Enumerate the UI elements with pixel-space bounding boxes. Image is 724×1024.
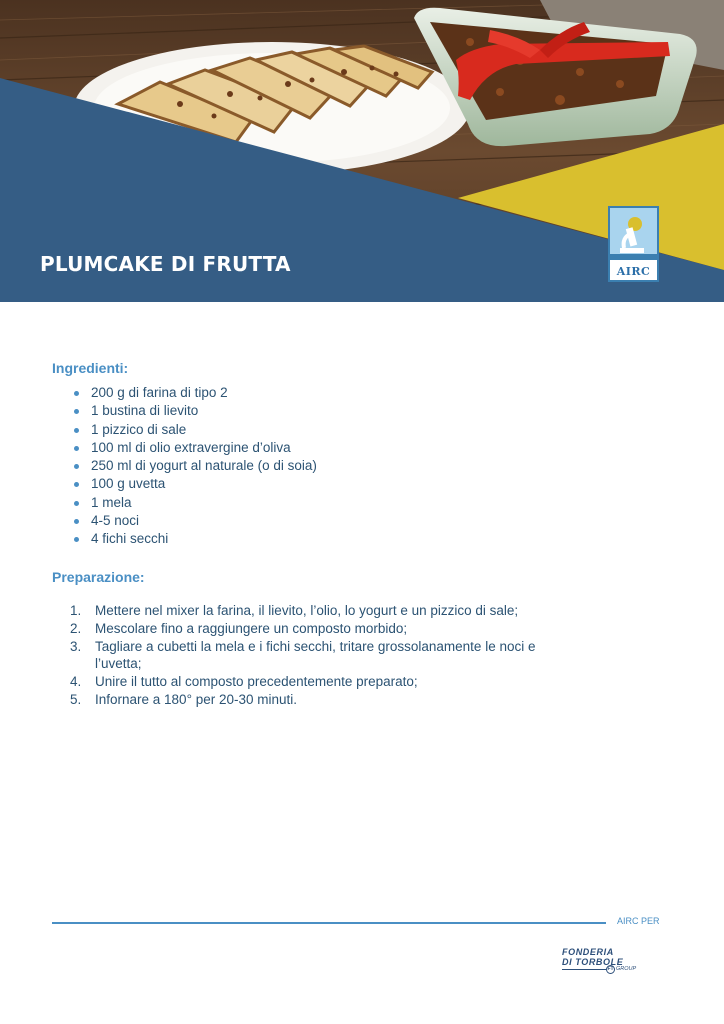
list-item xyxy=(73,457,317,475)
ingredient-text: 4 fichi secchi xyxy=(91,531,169,547)
list-item xyxy=(73,439,317,457)
ingredients-list xyxy=(73,384,317,549)
step-number: 5. xyxy=(70,691,82,707)
step-text: Unire il tutto al composto precedentemente preparato; xyxy=(95,673,418,689)
bullet-icon xyxy=(74,537,79,542)
brand-group-text: GROUP xyxy=(616,966,637,972)
step-item xyxy=(70,621,570,638)
step-number: 3. xyxy=(70,639,82,654)
brand-badge-icon: FT xyxy=(607,966,614,972)
airc-logo-text: AIRC xyxy=(616,265,651,278)
brand-rule xyxy=(562,969,606,970)
ingredient-text: 200 g di farina di tipo 2 xyxy=(91,385,228,400)
list-item xyxy=(73,512,317,530)
step-text: Infornare a 180° per 20-30 minuti. xyxy=(95,691,298,707)
step-item xyxy=(70,603,570,620)
list-item xyxy=(73,421,317,439)
brand-line-1: FONDERIA xyxy=(562,947,614,957)
preparation-steps xyxy=(70,603,570,710)
ingredient-text: 1 bustina di lievito xyxy=(91,403,199,419)
list-item xyxy=(73,494,317,512)
step-text: Mescolare fino a raggiungere un composto morbido; xyxy=(95,621,408,636)
fonderia-logo xyxy=(558,947,648,979)
page-title: PLUMCAKE DI FRUTTA xyxy=(40,252,291,276)
footer-divider xyxy=(52,922,606,924)
footer-label: AIRC PER xyxy=(617,916,660,926)
step-item xyxy=(70,674,570,691)
airc-logo xyxy=(608,206,659,282)
ingredients-heading: Ingredienti: xyxy=(52,360,129,376)
bullet-icon xyxy=(74,428,79,433)
ingredient-text: 100 g uvetta xyxy=(91,476,166,492)
ingredient-text: 4-5 noci xyxy=(91,513,140,529)
header-banner xyxy=(0,0,724,302)
ingredient-text: 100 ml di olio extravergine d’oliva xyxy=(91,439,291,455)
ingredient-text: 250 ml di yogurt al naturale (o di soia) xyxy=(91,458,317,474)
bullet-icon xyxy=(74,391,79,396)
bullet-icon xyxy=(74,464,79,469)
ingredient-text: 1 pizzico di sale xyxy=(91,421,187,437)
ingredient-text: 1 mela xyxy=(91,494,132,510)
step-text: Mettere nel mixer la farina, il lievito, l’olio, lo yogurt e un pizzico di sale; xyxy=(95,603,519,618)
step-item xyxy=(70,692,570,709)
bullet-icon xyxy=(74,519,79,524)
list-item xyxy=(73,530,317,548)
list-item xyxy=(73,384,317,402)
preparation-heading: Preparazione: xyxy=(52,569,145,585)
step-number: 1. xyxy=(70,603,82,618)
step-number: 2. xyxy=(70,621,82,636)
bullet-icon xyxy=(74,446,79,451)
step-item xyxy=(70,639,570,672)
bullet-icon xyxy=(74,409,79,414)
step-number: 4. xyxy=(70,673,82,689)
list-item xyxy=(73,402,317,420)
bullet-icon xyxy=(74,501,79,506)
brand-line-2: DI TORBOLE xyxy=(562,957,624,967)
list-item xyxy=(73,475,317,493)
bullet-icon xyxy=(74,482,79,487)
step-text: Tagliare a cubetti la mela e i fichi secchi, tritare grossolanamente le noci e l’uvetta; xyxy=(95,639,536,671)
